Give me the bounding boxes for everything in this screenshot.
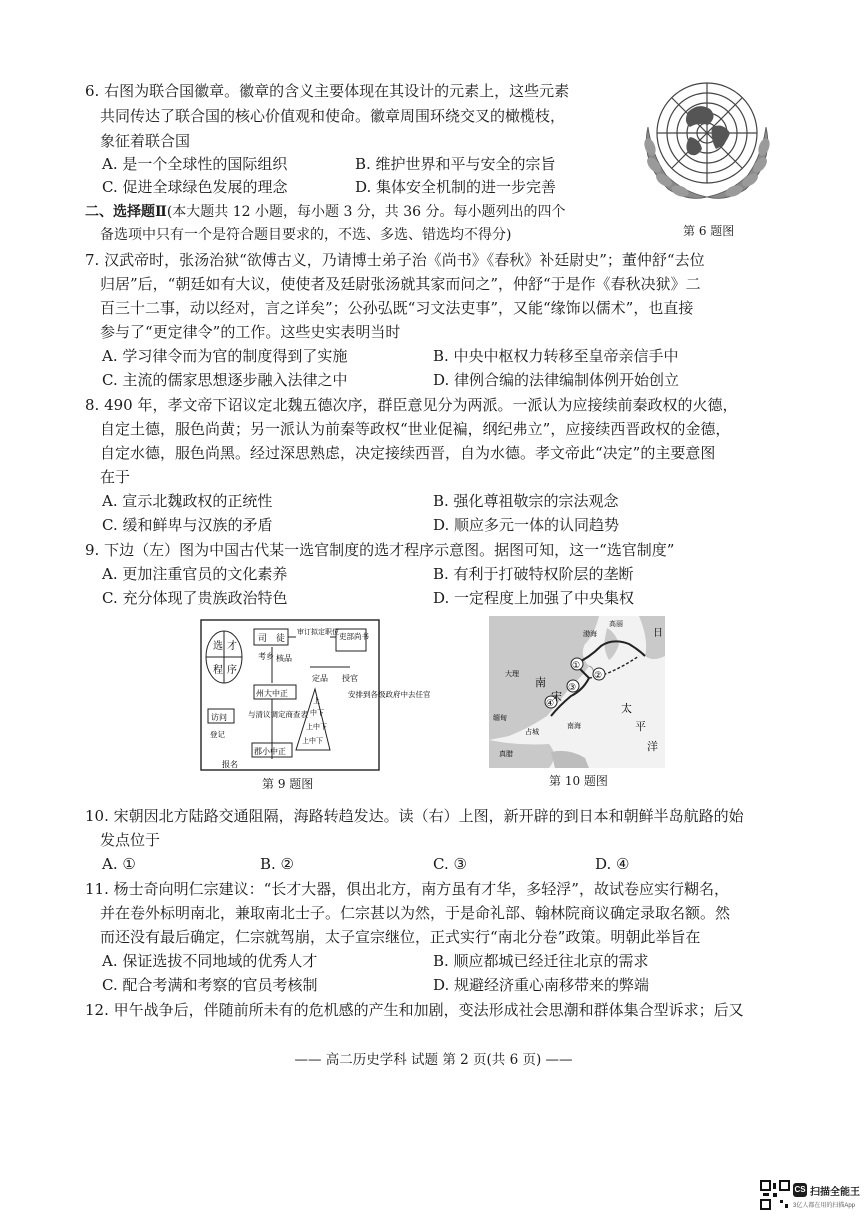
libu-label: 吏部尚书 xyxy=(339,632,369,641)
q6-option-d: D. 集体安全机制的进一步完善 xyxy=(355,178,557,196)
q7-line-4: 参与了“更定律令”的工作。这些史实表明当时 xyxy=(100,323,401,341)
q7-option-b: B. 中央中枢权力转移至皇帝亲信手中 xyxy=(433,347,679,365)
map-label-miandian: 缅甸 xyxy=(493,714,507,722)
q6-option-c: C. 促进全球绿色发展的理念 xyxy=(102,178,288,196)
q11-option-d: D. 规避经济重心南移带来的弊端 xyxy=(433,976,650,994)
q8-line-4: 在于 xyxy=(100,468,131,486)
q7-option-a: A. 学习律令而为官的制度得到了实施 xyxy=(102,347,348,365)
map-label-bohai: 渤海 xyxy=(583,630,597,638)
map-label-tai: 太 xyxy=(621,702,632,715)
q10-line-2: 发点位于 xyxy=(100,831,161,849)
circle-char-3: 程 xyxy=(213,665,223,676)
junxiao-label: 郡小中正 xyxy=(254,747,286,756)
q10-option-a: A. ① xyxy=(102,855,136,873)
camscanner-brand-text: 扫描全能王 xyxy=(810,1187,860,1198)
situ-label: 司 徒 xyxy=(258,634,286,644)
baoming-label: 报名 xyxy=(222,760,238,769)
hepin-label: 核品 xyxy=(276,654,292,663)
section2-desc-1: (本大题共 12 小题，每小题 3 分，共 36 分。每小题列出的四个 xyxy=(166,204,566,220)
q9-option-d: D. 一定程度上加强了中央集权 xyxy=(433,589,635,607)
q6-figure-caption: 第 6 题图 xyxy=(683,224,735,238)
map-label-dali: 大理 xyxy=(505,670,519,678)
map-label-nanhai: 南海 xyxy=(567,722,581,730)
q7-line-2: 归居”后，“朝廷如有大议，使使者及廷尉张汤就其家而问之”，仲舒“于是作《春秋决狱》二 xyxy=(100,275,701,293)
q8-line-2: 自定土德，服色尚黄；另一派认为前秦等政权“世业促褊，纲纪弗立”，应接续西晋政权的金德， xyxy=(100,420,731,438)
camscanner-logo-icon: CS xyxy=(793,1183,807,1197)
marker-2: ② xyxy=(594,671,603,681)
q11-line-3: 而还没有最后确定，仁宗就驾崩，太子宣宗继位，正式实行“南北分卷”政策。明朝此举旨在 xyxy=(100,928,701,946)
q7-line-1: 7. 汉武帝时，张汤治狱“欲傅古义，乃请博士弟子治《尚书》《春秋》补廷尉史”；董仲舒“去位 xyxy=(85,251,705,269)
section2-title: 二、选择题Ⅱ xyxy=(85,204,167,220)
circle-char-2: 才 xyxy=(227,641,237,652)
anpai-label: 安排到各级政府中去任官 xyxy=(348,690,431,699)
q8-line-1: 8. 490 年，孝文帝下诏议定北魏五德次序，群臣意见分为两派。一派认为应接续前秦政权的火德， xyxy=(85,396,738,414)
q11-line-2: 并在卷外标明南北，兼取南北士子。仁宗甚以为然，于是命礼部、翰林院商议确定录取名额。然 xyxy=(100,904,731,922)
q7-option-c: C. 主流的儒家思想逐步融入法律之中 xyxy=(102,371,348,389)
marker-3: ③ xyxy=(568,683,577,693)
q6-line-3: 象征着联合国 xyxy=(100,132,191,150)
shenpi-label: 审订拟定职位 xyxy=(297,628,339,636)
section2-heading xyxy=(85,201,566,223)
q10-song-map xyxy=(489,616,665,768)
dingpin-label: 定品 xyxy=(312,674,328,683)
q10-figure-caption: 第 10 题图 xyxy=(549,774,608,788)
fangwen-label: 访问 xyxy=(211,713,227,722)
q9-figure-caption: 第 9 题图 xyxy=(262,777,314,791)
q7-option-d: D. 律例合编的法律编制体例开始创立 xyxy=(433,371,680,389)
tri-char-4: 上中下 xyxy=(302,737,323,745)
circle-char-1: 选 xyxy=(213,641,223,652)
q9-option-c: C. 充分体现了贵族政治特色 xyxy=(102,589,288,607)
q8-option-a: A. 宣示北魏政权的正统性 xyxy=(102,492,273,510)
q8-line-3: 自定水德，服色尚黑。经过深思熟虑，决定接续西晋，自为水德。孝文帝此“决定”的主要意图 xyxy=(100,444,716,462)
circle-char-4: 序 xyxy=(227,665,237,676)
q10-option-d: D. ④ xyxy=(595,855,630,873)
map-label-zhancheng: 占城 xyxy=(525,728,539,736)
q9-option-b: B. 有利于打破特权阶层的垄断 xyxy=(433,565,634,583)
camscanner-tagline: 3亿人都在用的扫描App xyxy=(793,1203,856,1209)
marker-1: ① xyxy=(572,661,581,671)
q6-line-2: 共同传达了联合国的核心价值观和使命。徽章周围环绕交叉的橄榄枝， xyxy=(100,107,566,125)
tri-char-3: 上中下 xyxy=(306,723,327,731)
q12-line-1: 12. 甲午战争后，伴随前所未有的危机感的产生和加剧，变法形成社会思潮和群体集合型诉求；后又 xyxy=(85,1001,744,1019)
un-emblem-figure xyxy=(628,67,786,207)
dingshang-label: 定商查表 xyxy=(278,710,308,719)
marker-4: ④ xyxy=(546,699,555,709)
dengji-label: 登记 xyxy=(210,730,225,739)
map-label-gaoli: 高丽 xyxy=(609,620,623,628)
tri-char-1: 上 xyxy=(313,697,320,705)
q11-option-b: B. 顺应都城已经迁往北京的需求 xyxy=(433,952,649,970)
q8-option-d: D. 顺应多元一体的认同趋势 xyxy=(433,516,620,534)
q11-option-a: A. 保证选拔不同地域的优秀人才 xyxy=(102,952,318,970)
q10-option-b: B. ② xyxy=(260,855,295,873)
map-label-ping: 平 xyxy=(635,720,646,733)
q10-option-c: C. ③ xyxy=(433,855,467,873)
q11-option-c: C. 配合考满和考察的官员考核制 xyxy=(102,976,318,994)
yuqing-label: 与清议调 xyxy=(248,710,278,719)
q6-option-b: B. 维护世界和平与安全的宗旨 xyxy=(355,155,556,173)
q7-line-3: 百三十二事，动以经对，言之详矣”；公孙弘既“习文法吏事”，又能“缘饰以儒术”，也直接 xyxy=(100,299,694,317)
q8-option-c: C. 缓和鲜卑与汉族的矛盾 xyxy=(102,516,273,534)
q6-line-1: 6. 右图为联合国徽章。徽章的含义主要体现在其设计的元素上，这些元素 xyxy=(85,82,570,100)
q8-option-b: B. 强化尊祖敬宗的宗法观念 xyxy=(433,492,619,510)
map-label-nan: 南 xyxy=(535,676,546,689)
kaoxiang-label: 考乡 xyxy=(258,652,274,661)
q9-option-a: A. 更加注重官员的文化素养 xyxy=(102,565,288,583)
section2-desc-2: 备选项中只有一个是符合题目要求的，不选、多选、错选均不得分) xyxy=(100,227,512,243)
q6-option-a: A. 是一个全球性的国际组织 xyxy=(102,155,288,173)
q11-line-1: 11. 杨士奇向明仁宗建议：“长才大器，俱出北方，南方虽有才华，多轻浮”，故试卷应实行糊名， xyxy=(85,880,729,898)
q9-selection-diagram xyxy=(200,619,431,771)
map-label-ri: 日 xyxy=(653,628,663,639)
zhouzhong-label: 州大中正 xyxy=(256,689,288,698)
q10-line-1: 10. 宋朝因北方陆路交通阻隔，海路转趋发达。读（右）上图，新开辟的到日本和朝鲜半岛航路的始 xyxy=(85,807,744,825)
tri-char-2: 中下 xyxy=(310,709,324,717)
page-footer: —— 高二历史学科 试题 第 2 页(共 6 页) —— xyxy=(294,1052,573,1068)
q9-line-1: 9. 下边（左）图为中国古代某一选官制度的选才程序示意图。据图可知，这一“选官制度” xyxy=(85,541,675,559)
map-label-song: 宋 xyxy=(551,690,562,703)
qr-code-icon xyxy=(760,1180,790,1210)
shouguan-label: 授官 xyxy=(342,674,358,683)
map-label-yang: 洋 xyxy=(647,740,658,753)
map-label-zhenla: 真腊 xyxy=(499,750,513,758)
